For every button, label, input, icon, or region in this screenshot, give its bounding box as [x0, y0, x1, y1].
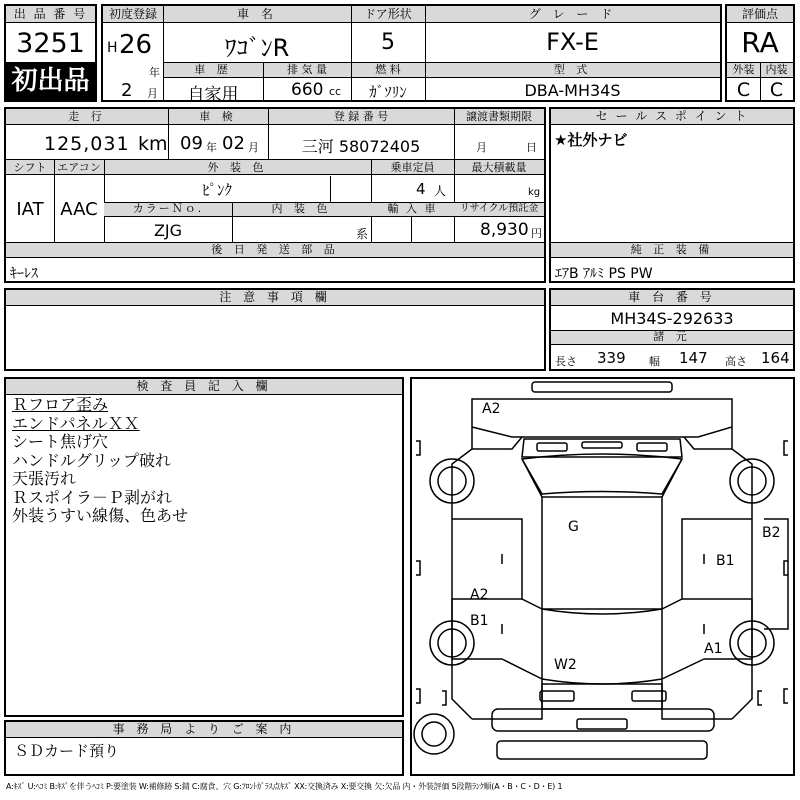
note-item: 天張汚れ — [12, 469, 77, 488]
score-box — [725, 4, 795, 102]
mileage-label: 走 行 — [68, 110, 106, 123]
equipment-label: 純 正 装 備 — [630, 243, 714, 256]
office-note: ＳＤカード預り — [14, 742, 120, 760]
note-item: シート焦げ穴 — [12, 432, 109, 451]
hood-outline — [472, 399, 732, 437]
history-value: 自家用 — [187, 85, 239, 105]
inspector-notes — [12, 396, 188, 526]
import-label: 輸 入 車 — [387, 202, 438, 215]
fuel-value: ｶﾞｿﾘﾝ — [369, 83, 407, 101]
mark-a2-left: A2 — [470, 587, 489, 603]
chassis-number: MH34S-292633 — [610, 309, 734, 328]
car-diagram-box — [410, 377, 795, 776]
spare-wheel — [414, 714, 454, 754]
sales-point-header: セ ー ル ス ポ イ ン ト — [551, 109, 793, 125]
height-value: 164 — [761, 349, 790, 367]
year-unit: 年 — [149, 66, 160, 79]
mark-a2-top: A2 — [482, 401, 501, 417]
width-value: 147 — [679, 349, 708, 367]
capacity-unit: 人 — [434, 184, 447, 198]
rear-bumper-outline — [492, 709, 714, 731]
capacity-label: 乗車定員 — [390, 161, 435, 174]
roof-front — [522, 454, 682, 494]
first-reg-year: 26 — [119, 30, 153, 60]
sales-point-value: ★社外ナビ — [554, 131, 628, 149]
model-label: 型 式 — [553, 63, 592, 76]
chassis-box — [549, 288, 795, 371]
car-diagram — [412, 379, 793, 774]
interior-grade: C — [769, 79, 784, 101]
inspection-year: 09 — [180, 133, 203, 154]
interior-label: 内装 — [765, 63, 788, 76]
transfer-month: 月 — [476, 141, 487, 154]
mileage-value: 125,031 — [44, 133, 130, 155]
note-item: ハンドルグリップ破れ — [12, 450, 172, 470]
sales-point-box — [549, 107, 795, 283]
history-label: 車 歴 — [194, 63, 232, 76]
note-item: Ｒフロア歪み — [12, 395, 109, 414]
details-box — [4, 107, 546, 283]
car-name: ﾜｺﾞﾝR — [224, 34, 290, 62]
grade-label: グ レ ー ド — [528, 7, 617, 21]
color-no-value: ZJG — [153, 221, 183, 240]
fuel-label: 燃 料 — [375, 63, 401, 76]
max-load-label: 最大積載量 — [471, 161, 527, 174]
caution-header: 注 意 事 項 欄 — [6, 290, 544, 306]
roof-outline — [542, 497, 662, 609]
ext-color-value: ﾋﾟﾝｸ — [201, 181, 232, 199]
mark-g-roof: G — [568, 519, 579, 535]
first-reg-month: 2 — [121, 80, 133, 101]
reg-no-value: 三河 58072405 — [301, 137, 421, 156]
recycle-fee: 8,930 — [480, 220, 529, 240]
note-item: Ｒスポイラ－Ｐ剥がれ — [12, 487, 173, 507]
office-box — [4, 720, 404, 776]
mark-a1-right: A1 — [704, 641, 723, 657]
exterior-grade: C — [736, 79, 751, 101]
car-name-label: 車 名 — [237, 7, 277, 21]
length-value: 339 — [597, 349, 626, 367]
vehicle-header-box — [101, 4, 722, 105]
lot-number-header: 出 品 番 号 — [6, 6, 95, 23]
specs-label: 諸 元 — [653, 330, 691, 343]
legend-text: A:ｷｽﾞ U:ﾍｺﾐ B:ｷｽﾞを伴うﾍｺﾐ P:要塗装 W:補修跡 S:錆 C:腐食、穴 G:ﾌﾛﾝﾄｶﾞﾗｽ点ｷｽﾞ XX:交換済み X:要交換 欠:欠品 内・外装評価 5段階ﾗﾝｸ順(A・B・C・D・E) 1 — [6, 782, 563, 791]
inspection-month-unit: 月 — [248, 141, 259, 154]
width-label: 幅 — [649, 355, 660, 368]
recycle-label: リサイクル預託金 — [459, 203, 539, 214]
inspection-year-unit: 年 — [206, 141, 217, 154]
later-parts-label: 後 日 発 送 部 品 — [211, 243, 339, 256]
mark-b1-left: B1 — [470, 613, 489, 629]
displacement-value: 660 — [291, 80, 324, 100]
height-label: 高さ — [725, 355, 747, 368]
yen-unit: 円 — [531, 227, 542, 240]
front-bumper-outline — [532, 382, 672, 392]
model-value: DBA-MH34S — [524, 81, 621, 100]
note-item: 外装うすい線傷、色あせ — [12, 506, 189, 525]
first-listing-badge: 初出品 — [6, 62, 95, 100]
equipment-value: ｴｱB ｱﾙﾐ PS PW — [555, 266, 653, 282]
capacity-value: 4 — [416, 180, 426, 198]
caution-box — [4, 288, 546, 371]
inspection-label: 車 検 — [199, 110, 237, 123]
first-reg-label: 初度登録 — [108, 7, 157, 21]
mark-b1-right: B1 — [716, 553, 735, 569]
inspector-header: 検 査 員 記 入 欄 — [6, 379, 402, 395]
lot-number-box — [4, 4, 97, 102]
mark-b2-right: B2 — [762, 525, 781, 541]
inspector-box — [4, 377, 404, 717]
month-unit: 月 — [147, 87, 158, 100]
exterior-label: 外装 — [732, 63, 755, 76]
aircon-value: AAC — [60, 199, 98, 220]
office-header: 事 務 局 よ り ご 案 内 — [6, 722, 402, 738]
load-unit: kg — [528, 187, 541, 198]
era-prefix: H — [107, 40, 118, 56]
grade-value: FX-E — [546, 28, 599, 56]
km-unit: km — [138, 133, 168, 155]
lot-number: 3251 — [16, 28, 85, 59]
cc-unit: cc — [329, 85, 342, 98]
later-parts-value: ｷｰﾚｽ — [10, 266, 38, 282]
score-value: RA — [741, 26, 779, 59]
transfer-day: 日 — [526, 141, 537, 154]
note-item: エンドパネルＸＸ — [12, 413, 140, 433]
displacement-label: 排 気 量 — [287, 63, 327, 76]
score-header: 評価点 — [727, 6, 793, 23]
shift-label: シフト — [13, 161, 47, 174]
int-color-suffix: 系 — [356, 227, 369, 241]
aircon-label: エアコン — [57, 161, 101, 174]
ext-color-label: 外 装 色 — [207, 161, 268, 174]
shift-value: IAT — [16, 199, 44, 220]
reg-no-label: 登 録 番 号 — [333, 110, 389, 123]
door-count: 5 — [381, 30, 395, 55]
transfer-label: 譲渡書類期限 — [466, 110, 532, 123]
inspection-month: 02 — [222, 133, 245, 154]
door-type-label: ドア形状 — [364, 7, 412, 21]
chassis-header: 車 台 番 号 — [551, 290, 793, 306]
length-label: 長さ — [555, 355, 577, 368]
mark-w2-rear: W2 — [554, 657, 577, 673]
color-no-label: カラーＮｏ. — [132, 202, 204, 215]
int-color-label: 内 装 色 — [271, 202, 332, 215]
